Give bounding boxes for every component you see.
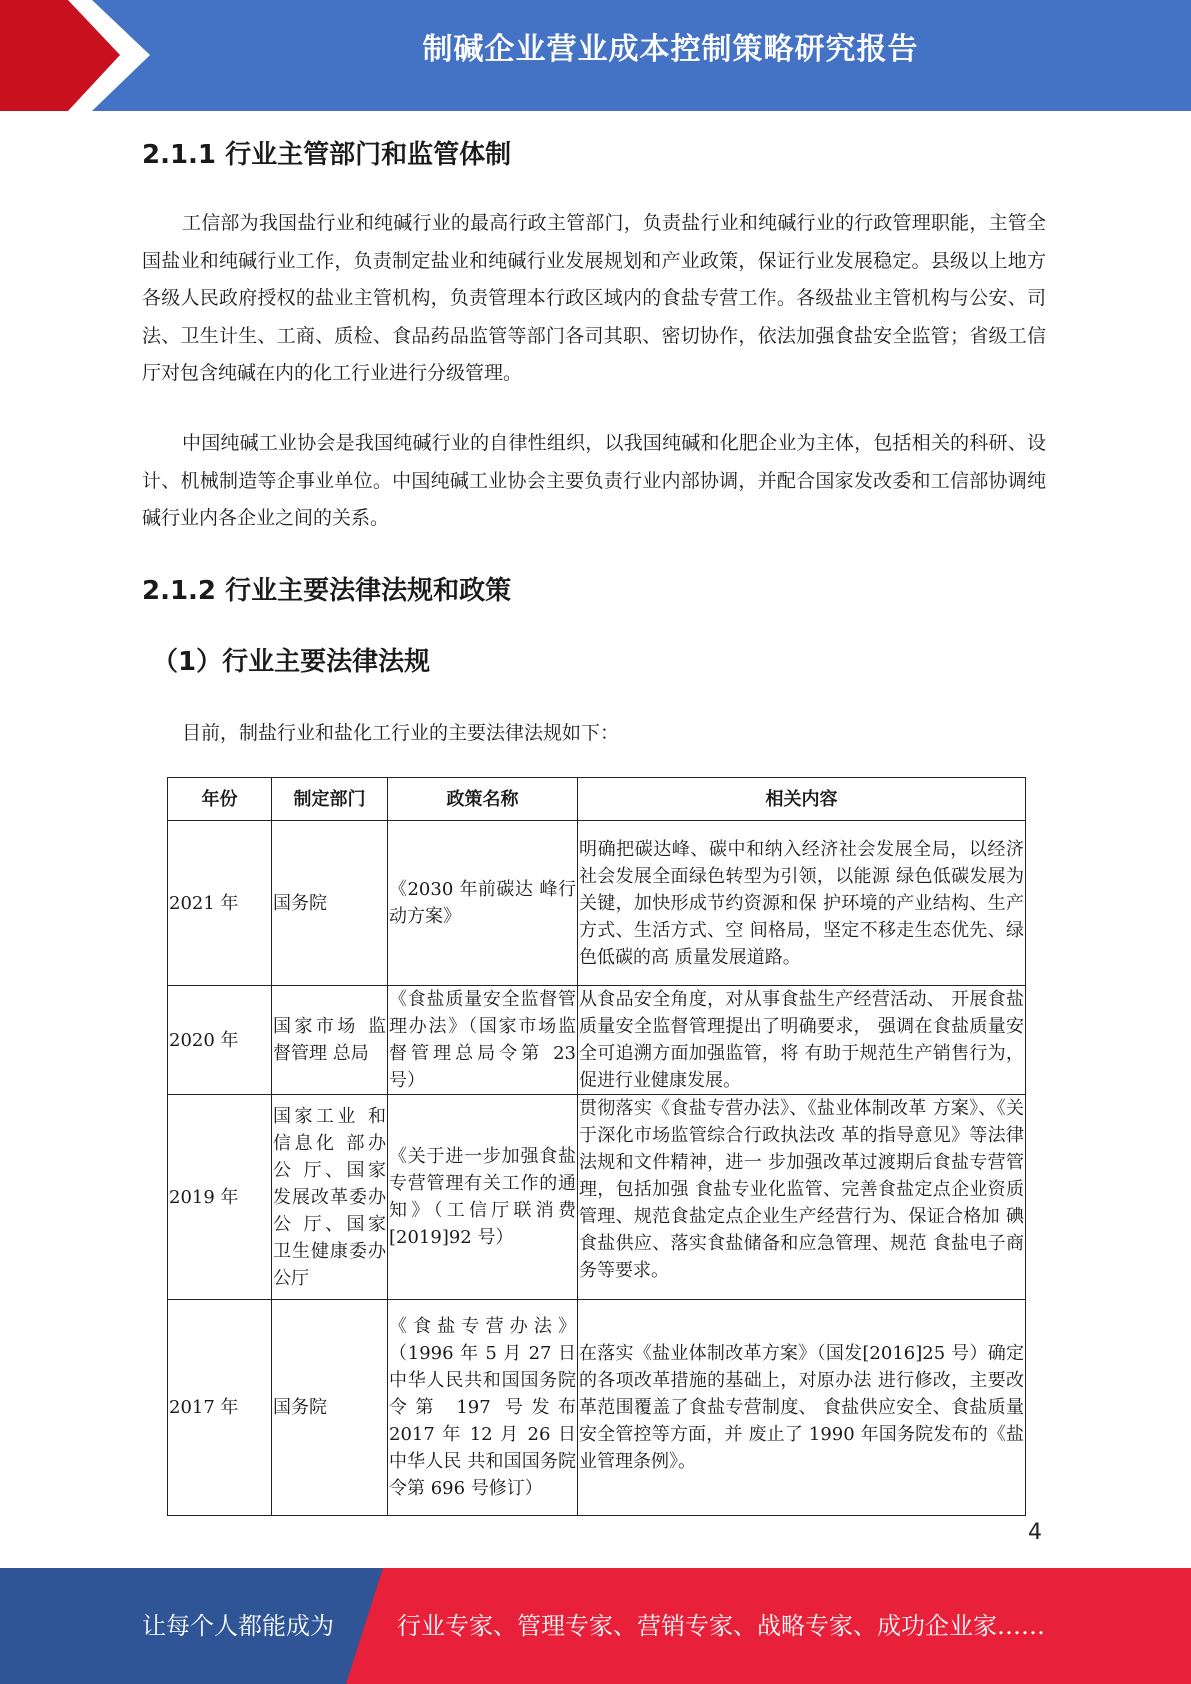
table-row [168,821,1026,986]
header-department: 制定部门 [272,778,388,821]
report-title: 制碱企业营业成本控制策略研究报告 [422,32,919,67]
table-header-row [168,778,1026,821]
table-row [168,1095,1026,1300]
paragraph-regulatory-authority: 工信部为我国盐行业和纯碱行业的最高行政主管部门，负责盐行业和纯碱行业的行政管理职能，主管全国盐业和纯碱行业工作，负责制定盐业和纯碱行业发展规划和产业政策，保证行业发展稳定。县级以上地方各级人民政府授权的盐业主管机构，负责管理本行政区域内的食盐专营工作。各级盐业主管机构与公安、司法、卫生计生、工商、质检、食品药品监管等部门各司其职、密切协作，依法加强食盐安全监管；省级工信厅对包含纯碱在内的化工行业进行分级管理。 [142,212,1046,384]
cell-department: 国务院 [272,1300,388,1516]
cell-year: 2019 年 [168,1095,272,1300]
page-header [0,0,1191,111]
section-heading-2-1-2: 2.1.2 行业主要法律法规和政策 [142,576,512,606]
header-policy-name: 政策名称 [388,778,578,821]
cell-content [578,1095,1026,1300]
footer-slogan-right: 行业专家、管理专家、营销专家、战略专家、成功企业家…… [397,1612,1045,1640]
cell-department: 国家工业 和信息化 部办公 厅、国家发展改革委办公 厅、国家 卫生健康委办公厅 [272,1095,388,1300]
table-row [168,986,1026,1095]
cell-policy: 《食盐质量安全监督管理办法》（国家市场监督管理总局令第 23 号） [388,986,578,1095]
cell-department: 国务院 [272,821,388,986]
cell-policy: 《2030 年前碳达 峰行动方案》 [388,821,578,986]
page-footer [0,1568,1191,1684]
cell-policy: 《关于进一步加强食盐专营管理有关工作的通知》（工信厅联消费 [2019]92 号） [388,1095,578,1300]
cell-year: 2020 年 [168,986,272,1095]
cell-content: 明确把碳达峰、碳中和纳入经济社会发展全局，以经济社会发展全面绿色转型为引领，以能源 绿色低碳发展为关键，加快形成节约资源和保 护环境的产业结构、生产方式、生活方式、空 间格局，坚定不移走生态优先、绿色低碳的高 质量发展道路。 [578,821,1026,986]
cell-content: 从食品安全角度，对从事食盐生产经营活动、 开展食盐质量安全监督管理提出了明确要求， 强调在食盐质量安全可追溯方面加强监管，将 有助于规范生产销售行为，促进行业健康发展。 [578,986,1026,1095]
paragraph-soda-association: 中国纯碱工业协会是我国纯碱行业的自律性组织，以我国纯碱和化肥企业为主体，包括相关的科研、设计、机械制造等企事业单位。中国纯碱工业协会主要负责行业内部协调，并配合国家发改委和工信部协调纯碱行业内各企业之间的关系。 [142,432,1046,529]
header-related-content: 相关内容 [578,778,1026,821]
cell-content: 在落实《盐业体制改革方案》（国发[2016]25 号）确定的各项改革措施的基础上，对原办法 进行修改，主要改革范围覆盖了食盐专营制度、 食盐供应安全、食盐质量安全管控等方面，并 废止了 1990 年国务院发布的《盐业管理条例》。 [578,1300,1026,1516]
paragraph-laws-intro: 目前，制盐行业和盐化工行业的主要法律法规如下： [182,722,620,744]
table-row [168,1300,1026,1516]
page-number: 4 [1028,1520,1042,1545]
subsection-heading-laws: （1）行业主要法律法规 [152,647,431,677]
cell-department: 国家市场 监督管理 总局 [272,986,388,1095]
cell-policy: 《食盐专营办法》（1996 年 5 月 27 日中华人民共和国国务院令第 197 号发布 2017 年 12 月 26 日中华人民 共和国国务院令第 696 号修订） [388,1300,578,1516]
laws-table [167,777,1026,1516]
header-year: 年份 [168,778,272,821]
section-heading-2-1-1: 2.1.1 行业主管部门和监管体制 [142,140,512,170]
cell-year: 2017 年 [168,1300,272,1516]
footer-slogan-left: 让每个人都能成为 [142,1612,334,1640]
cell-year: 2021 年 [168,821,272,986]
cell-content-text: 贯彻落实《食盐专营办法》、《盐业体制改革 方案》、《关于深化市场监管综合行政执法改 革的指导意见》等法律法规和文件精神，进一 步加强改革过渡期后食盐专营管理，包括加强 食盐专业化监管、完善食盐定点企业资质管理、规范食盐定点企业生产经营行为、保证合格加 碘食盐供应、落实食盐储备和应急管理、规范 食盐电子商务等要求。 [579,1098,1024,1281]
